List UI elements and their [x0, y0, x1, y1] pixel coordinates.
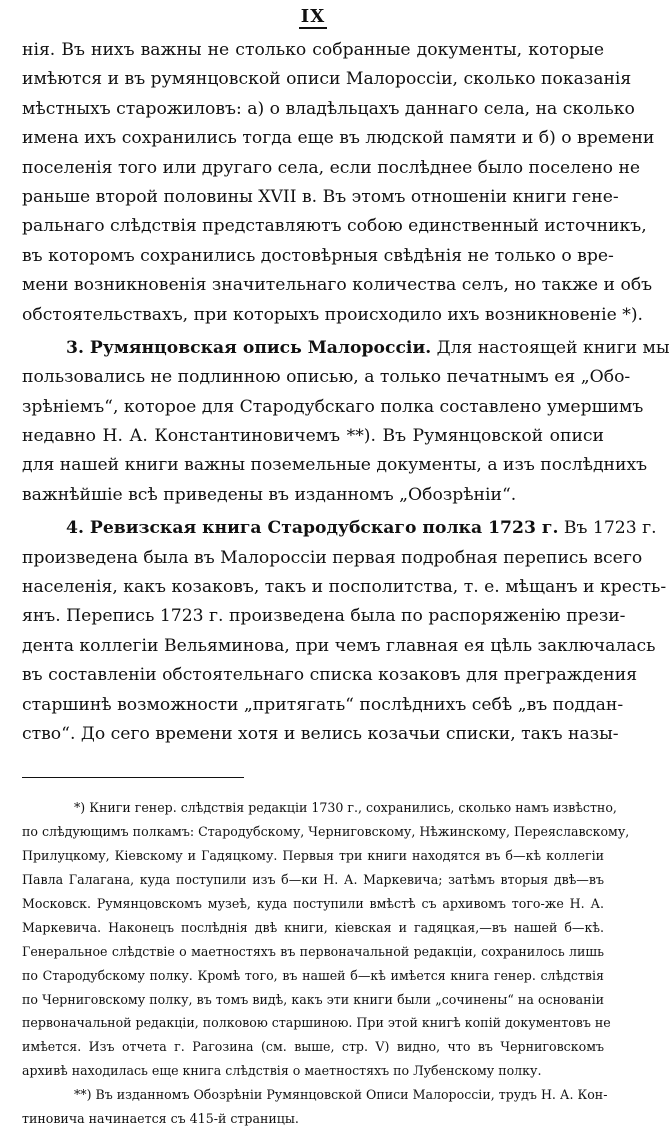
- text-line: зрѣніемъ“, которое для Стародубскаго полка составлено умершимъ: [22, 396, 644, 417]
- text-line: произведена была въ Малороссіи первая подробная перепись всего: [22, 547, 643, 568]
- footnote-line: Павла Галагана, куда поступили изъ б—ки Н. А. Маркевича; затѣмъ вторыя двѣ—въ: [22, 872, 604, 888]
- body-text: [22, 36, 670, 749]
- paragraph: [22, 36, 655, 330]
- footnote-line: *) Книги генер. слѣдствія редакціи 1730 г., сохранились, сколько намъ извѣстно,: [74, 800, 617, 816]
- text-line: дента коллегіи Вельяминова, при чемъ главная ея цѣль заключалась: [22, 635, 656, 656]
- text-line: имѣются и въ румянцовской описи Малороссіи, сколько показанія: [22, 69, 632, 90]
- paragraph: [22, 514, 667, 749]
- text-line: для нашей книги важны поземельные документы, а изъ послѣднихъ: [22, 455, 648, 476]
- footnote-line: первоначальной редакціи, полковою старшиною. При этой книгѣ копій документовъ не: [22, 1015, 611, 1031]
- footnote-line: по Черниговскому полку, въ томъ видѣ, какъ эти книги были „сочинены“ на основаніи: [22, 991, 604, 1007]
- text-line: 4. Ревизская книга Стародубскаго полка 1723 г. Въ 1723 г.: [66, 518, 657, 539]
- footnotes: [22, 796, 630, 1130]
- footnote: [22, 796, 630, 1083]
- text-line: населенія, какъ козаковъ, такъ и посполитства, т. е. мѣщанъ и кресть-: [22, 577, 667, 598]
- paragraph: [22, 334, 670, 510]
- text-line: ство“. До сего времени хотя и велись козачьи списки, такъ назы-: [22, 723, 619, 744]
- footnote-line: **) Въ изданномъ Обозрѣніи Румянцовской Описи Малороссіи, трудъ Н. А. Кон-: [74, 1087, 608, 1103]
- text-line: мѣстныхъ старожиловъ: а) о владѣльцахъ даннаго села, на сколько: [22, 98, 635, 119]
- text-line: въ которомъ сохранились достовѣрныя свѣдѣнія не только о вре-: [22, 245, 614, 266]
- footnote-line: Прилуцкому, Кіевскому и Гадяцкому. Первыя три книги находятся въ б—кѣ коллегіи: [22, 848, 604, 864]
- text-line: въ составленіи обстоятельнаго списка козаковъ для преграждения: [22, 665, 638, 686]
- text-line: имена ихъ сохранились тогда еще въ людской памяти и б) о времени: [22, 128, 655, 149]
- footnote: [22, 1083, 608, 1131]
- text-line: янъ. Перепись 1723 г. произведена была по распоряженію прези-: [22, 606, 626, 627]
- footnote-line: тиновича начинается съ 415-й страницы.: [22, 1110, 299, 1126]
- page-number: IX: [300, 6, 326, 27]
- text-line: важнѣйшіе всѣ приведены въ изданномъ „Обозрѣніи“.: [22, 484, 517, 505]
- footnote-line: Московск. Румянцовскомъ музеѣ, куда поступили вмѣстѣ съ архивомъ того-же Н. А.: [22, 895, 604, 911]
- text-line: мени возникновенія значительнаго количества селъ, но также и объ: [22, 275, 653, 296]
- footnote-line: по слѣдующимъ полкамъ: Стародубскому, Черниговскому, Нѣжинскому, Переяславскому,: [22, 824, 630, 840]
- book-page: [22, 0, 670, 1131]
- text-line: нія. Въ нихъ важны не столько собранные документы, которые: [22, 40, 604, 60]
- text-line: поселенія того или другаго села, если послѣднее было поселено не: [22, 157, 641, 178]
- footnote-line: по Стародубскому полку. Кромѣ того, въ нашей б—кѣ имѣется книга генер. слѣдствія: [22, 967, 604, 983]
- footnote-line: архивѣ находилась еще книга слѣдствія о маетностяхъ по Лубенскому полку.: [22, 1063, 542, 1079]
- text-line: раньше второй половины XVII в. Въ этомъ отношеніи книги гене-: [22, 186, 619, 207]
- text-line: недавно Н. А. Константиновичемъ **). Въ Румянцовской описи: [22, 426, 604, 447]
- footnote-separator: [22, 777, 244, 778]
- text-line: старшинѣ возможности „притягать“ послѣднихъ себѣ „въ поддан-: [22, 694, 624, 715]
- text-line: пользовались не подлинною описью, а только печатнымъ ея „Обо-: [22, 367, 631, 388]
- footnote-line: Маркевича. Наконецъ послѣднія двѣ книги, кіевская и гадяцкая,—въ нашей б—кѣ.: [22, 919, 604, 935]
- text-line: ральнаго слѣдствія представляютъ собою единственный источникъ,: [22, 216, 647, 237]
- footnote-line: Генеральное слѣдствіе о маетностяхъ въ первоначальной редакціи, сохранилось лишь: [22, 943, 604, 959]
- text-line: обстоятельствахъ, при которыхъ происходило ихъ возникновеніе *).: [22, 304, 643, 325]
- footnote-line: имѣется. Изъ отчета г. Рагозина (см. выше, стр. V) видно, что въ Черниговскомъ: [22, 1039, 604, 1055]
- text-line: 3. Румянцовская опись Малороссіи. Для настоящей книги мы: [66, 337, 670, 358]
